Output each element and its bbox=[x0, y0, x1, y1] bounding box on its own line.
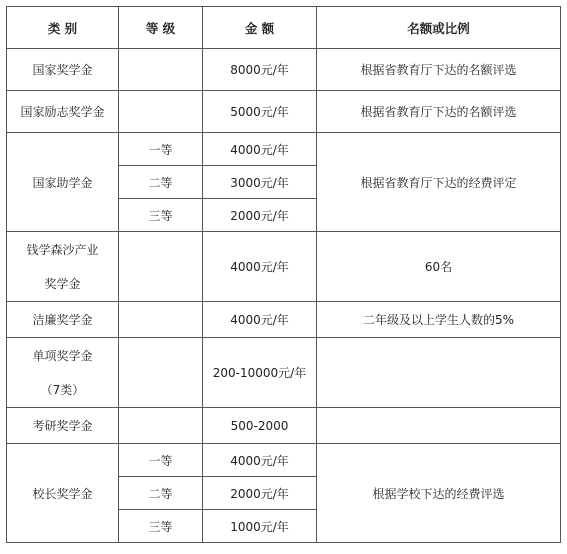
table-row bbox=[7, 232, 561, 302]
grade-cell bbox=[119, 232, 203, 302]
category-line: 奖学金 bbox=[44, 276, 81, 291]
table-header-row bbox=[7, 7, 561, 49]
grade-cell bbox=[119, 408, 203, 444]
category-line: （7类） bbox=[40, 382, 85, 397]
table-row bbox=[7, 302, 561, 338]
category-cell: 考研奖学金 bbox=[7, 408, 119, 444]
amount-cell: 1000元/年 bbox=[203, 510, 317, 543]
quota-cell: 根据省教育厅下达的名额评选 bbox=[317, 91, 561, 133]
grade-cell: 一等 bbox=[119, 444, 203, 477]
grade-cell: 三等 bbox=[119, 199, 203, 232]
category-cell: 校长奖学金 bbox=[7, 444, 119, 543]
quota-cell bbox=[317, 408, 561, 444]
category-cell: 国家奖学金 bbox=[7, 49, 119, 91]
amount-cell: 500-2000 bbox=[203, 408, 317, 444]
table-row bbox=[7, 49, 561, 91]
amount-cell: 8000元/年 bbox=[203, 49, 317, 91]
table-row bbox=[7, 444, 561, 477]
category-cell bbox=[7, 232, 119, 302]
category-cell: 洁廉奖学金 bbox=[7, 302, 119, 338]
header-category: 类 别 bbox=[7, 7, 119, 49]
category-cell bbox=[7, 338, 119, 408]
amount-cell: 4000元/年 bbox=[203, 302, 317, 338]
quota-cell: 根据省教育厅下达的经费评定 bbox=[317, 133, 561, 232]
quota-cell: 根据学校下达的经费评选 bbox=[317, 444, 561, 543]
amount-cell: 4000元/年 bbox=[203, 232, 317, 302]
header-amount: 金 额 bbox=[203, 7, 317, 49]
amount-cell: 2000元/年 bbox=[203, 199, 317, 232]
quota-cell: 二年级及以上学生人数的5% bbox=[317, 302, 561, 338]
grade-cell: 二等 bbox=[119, 166, 203, 199]
amount-cell: 200-10000元/年 bbox=[203, 338, 317, 408]
header-quota: 名额或比例 bbox=[317, 7, 561, 49]
grade-cell bbox=[119, 302, 203, 338]
category-line: 单项奖学金 bbox=[32, 348, 93, 363]
table-row bbox=[7, 91, 561, 133]
grade-cell bbox=[119, 91, 203, 133]
quota-cell: 根据省教育厅下达的名额评选 bbox=[317, 49, 561, 91]
category-cell: 国家助学金 bbox=[7, 133, 119, 232]
header-grade: 等 级 bbox=[119, 7, 203, 49]
scholarship-table bbox=[6, 6, 561, 543]
grade-cell: 二等 bbox=[119, 477, 203, 510]
amount-cell: 2000元/年 bbox=[203, 477, 317, 510]
amount-cell: 5000元/年 bbox=[203, 91, 317, 133]
grade-cell: 一等 bbox=[119, 133, 203, 166]
table-row bbox=[7, 408, 561, 444]
table-row bbox=[7, 133, 561, 166]
quota-cell bbox=[317, 338, 561, 408]
grade-cell bbox=[119, 338, 203, 408]
category-line: 钱学森沙产业 bbox=[26, 242, 99, 257]
amount-cell: 3000元/年 bbox=[203, 166, 317, 199]
amount-cell: 4000元/年 bbox=[203, 133, 317, 166]
table-row bbox=[7, 338, 561, 408]
amount-cell: 4000元/年 bbox=[203, 444, 317, 477]
grade-cell: 三等 bbox=[119, 510, 203, 543]
grade-cell bbox=[119, 49, 203, 91]
quota-cell: 60名 bbox=[317, 232, 561, 302]
category-cell: 国家励志奖学金 bbox=[7, 91, 119, 133]
